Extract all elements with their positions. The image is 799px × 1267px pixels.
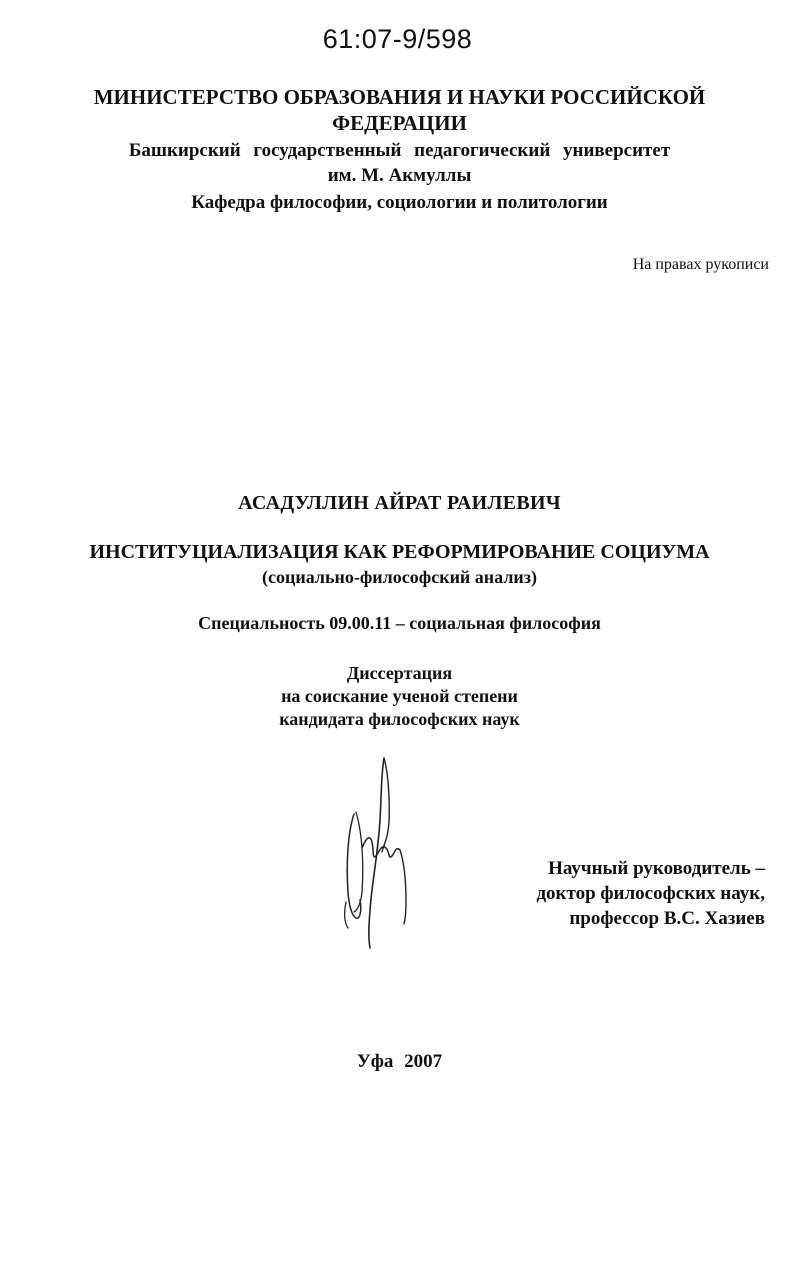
degree-line-3: кандидата философских наук	[279, 709, 520, 729]
handwritten-signature-icon	[332, 752, 422, 952]
stamp-text: 61:07-9/598	[322, 24, 473, 54]
university-named-after: им. М. Акмуллы	[327, 165, 472, 186]
department-name: Кафедра философии, социологии и политологии	[191, 192, 608, 213]
author-name: АСАДУЛЛИН АЙРАТ РАИЛЕВИЧ	[238, 492, 561, 514]
title-subtitle: (социально-философский анализ)	[261, 567, 538, 587]
archive-stamp-number	[0, 24, 799, 55]
advisor-line-2: доктор философских наук,	[536, 883, 765, 904]
degree-statement	[0, 662, 799, 731]
specialty-line: Специальность 09.00.11 – социальная философия	[198, 613, 601, 633]
advisor-line-3: профессор В.С. Хазиев	[569, 908, 765, 929]
scientific-advisor	[536, 856, 765, 931]
institution-header	[0, 84, 799, 215]
advisor-line-1: Научный руководитель –	[548, 858, 765, 879]
dissertation-title	[0, 540, 799, 589]
degree-line-2: на соискание ученой степени	[281, 686, 518, 706]
city-year: Уфа 2007	[356, 1051, 443, 1072]
university-name: Башкирский государственный педагогический университет	[128, 140, 671, 161]
title-main: ИНСТИТУЦИАЛИЗАЦИЯ КАК РЕФОРМИРОВАНИЕ СОЦИУМА	[89, 541, 710, 563]
degree-line-1: Диссертация	[346, 663, 453, 683]
manuscript-rights-note: На правах рукописи	[632, 256, 769, 273]
ministry-name: МИНИСТЕРСТВО ОБРАЗОВАНИЯ И НАУКИ РОССИЙСКОЙ ФЕДЕРАЦИИ	[93, 85, 706, 135]
